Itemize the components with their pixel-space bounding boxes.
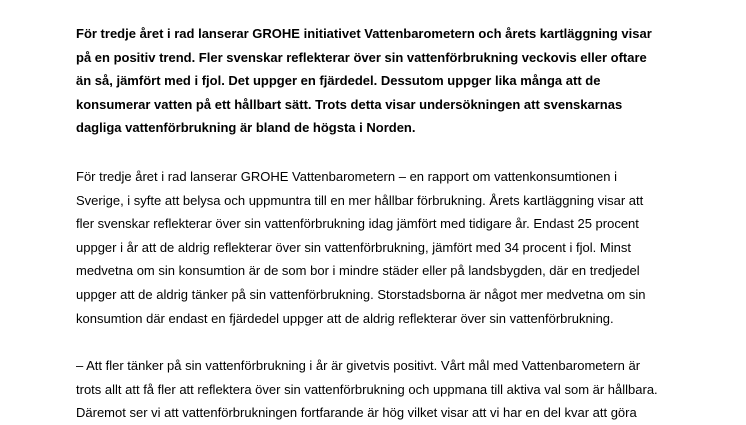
lead-line: på en positiv trend. Fler svenskar reflekterar över sin vattenförbrukning veckovis eller oftare (76, 49, 647, 65)
lead-paragraph (76, 22, 652, 140)
body-line: För tredje året i rad lanserar GROHE Vattenbarometern – en rapport om vattenkonsumtionen i (76, 169, 617, 184)
body-line: uppger i år att de aldrig reflekterar över sin vattenförbrukning, jämfört med 34 procent i fjol. Minst (76, 239, 631, 255)
lead-line: dagliga vattenförbrukning är bland de högsta i Norden. (76, 120, 416, 136)
body-line: Sverige, i syfte att belysa och uppmuntra till en mer hållbar förbrukning. Årets kartläggning visar att (76, 192, 644, 208)
lead-line: än så, jämfört med i fjol. Det uppger en fjärdedel. Dessutom uppger lika många att de (76, 73, 601, 89)
body-line: Däremot ser vi att vattenförbrukningen fortfarande är hög vilket visar att vi har en del kvar att göra (76, 405, 637, 421)
body-line: trots allt att få fler att reflektera över sin vattenförbrukning och uppmana till aktiva val som är hållbara. (76, 381, 658, 397)
body-line: – Att fler tänker på sin vattenförbrukning i år är givetvis positivt. Vårt mål med Vattenbarometern är (76, 358, 641, 373)
body-paragraph-2 (76, 354, 658, 425)
body-line: medvetna om sin konsumtion är de som bor i mindre städer eller på landsbygden, där en tredjedel (76, 263, 640, 279)
lead-line: För tredje året i rad lanserar GROHE initiativet Vattenbarometern och årets kartläggning visar (76, 26, 652, 41)
body-line: konsumtion där endast en fjärdedel uppger att de aldrig reflekterar över sin vattenförbrukning. (76, 310, 614, 326)
body-line: fler svenskar reflekterar över sin vattenförbrukning idag jämfört med tidigare år. Endast 25 procent (76, 216, 639, 232)
body-paragraph-1 (76, 165, 645, 330)
lead-line: konsumerar vatten på ett hållbart sätt. Trots detta visar undersökningen att svenskarnas (76, 96, 623, 112)
body-line: uppger att de aldrig tänker på sin vattenförbrukning. Storstadsborna är något mer medvetna om sin (76, 286, 646, 302)
